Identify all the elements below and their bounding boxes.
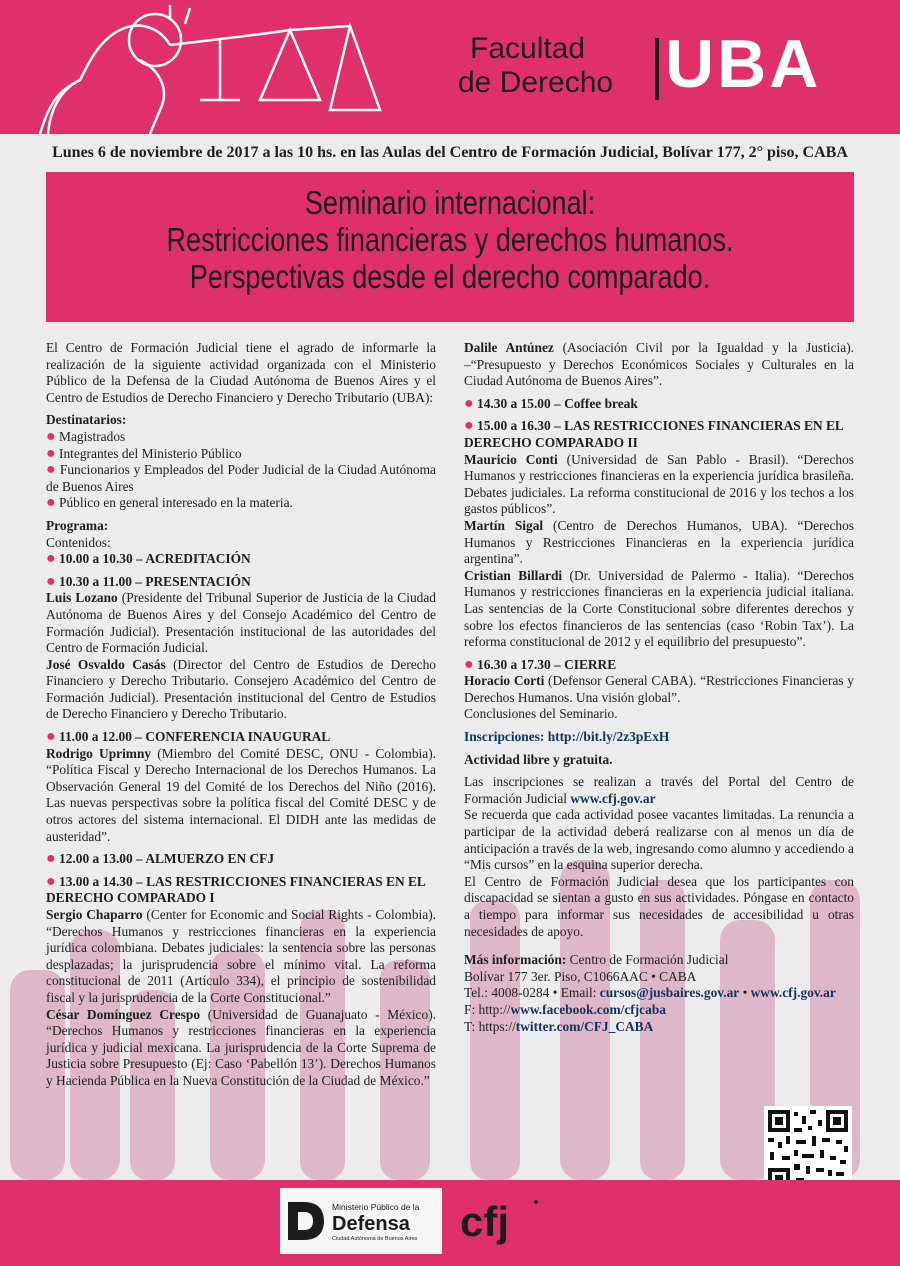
bullet-icon: ● xyxy=(46,461,57,479)
footer-band xyxy=(0,1180,900,1266)
justice-figure-illustration xyxy=(20,0,440,134)
speaker-entry: Dalile Antúnez (Asociación Civil por la Igualdad y la Justicia). –“Presupuesto y Derechos Económicos Sociales y Culturales en la Ciudad Autónoma de Buenos Aires”. xyxy=(464,340,854,389)
session-heading: ● 12.00 a 13.00 – ALMUERZO EN CFJ xyxy=(46,850,275,868)
conclusiones: Conclusiones del Seminario. xyxy=(464,706,618,722)
left-column xyxy=(46,340,436,1090)
uba-logo-text: UBA xyxy=(665,26,822,102)
session-heading: ● 11.00 a 12.00 – CONFERENCIA INAUGURAL xyxy=(46,728,331,746)
speaker-entry: César Domínguez Crespo (Universidad de Guanajuato - México). “Derechos Humanos y restricciones financieras en la experiencia jurídica y judicial mexicana. La jurisprudencia de la Corte Suprema de Justicia sobre Presupuesto (Ej: Caso ‘Pabellón 13’). Derechos Humanos y Hacienda Pública en la Nueva Constitución de la Ciudad de México.” xyxy=(46,1006,436,1088)
session-heading: ● 10.30 a 11.00 – PRESENTACIÓN xyxy=(46,572,251,590)
bullet-icon: ● xyxy=(46,444,56,462)
facebook-line: F: http://www.facebook.com/cfjcaba xyxy=(464,1001,666,1017)
twitter-line: T: https://twitter.com/CFJ_CABA xyxy=(464,1018,654,1034)
contact-info: Más información: Centro de Formación Judicial xyxy=(464,952,729,968)
bullet-icon: ● xyxy=(464,417,474,435)
cfj-website-link[interactable]: www.cfj.gov.ar xyxy=(570,790,656,806)
right-column xyxy=(464,340,854,1035)
bullet-icon: ● xyxy=(46,494,56,512)
speaker-entry: Martín Sigal (Centro de Derechos Humanos, UBA). “Derechos Humanos y Restricciones Financieras en la experiencia jurídica argentina”. xyxy=(464,517,854,567)
bullet-icon: ● xyxy=(46,550,56,568)
speaker-entry: José Osvaldo Casás (Director del Centro de Estudios de Derecho Financiero y Derecho Tributario. Consejero Académico del Centro de Formación Judicial). Presentación institucional del Centro de Estudios de Derecho Financiero y Derecho Tributario. xyxy=(46,656,436,722)
contenidos-label: Contenidos: xyxy=(46,534,111,550)
registration-link[interactable]: Inscripciones: http://bit.ly/2z3pExH xyxy=(464,729,670,745)
contact-address: Bolívar 177 3er. Piso, C1066AAC • CABA xyxy=(464,968,697,984)
session-heading: ● 13.00 a 14.30 – LAS RESTRICCIONES FINANCIERAS EN EL DERECHO COMPARADO I xyxy=(46,872,426,906)
audience-item: ● Público en general interesado en la materia. xyxy=(46,494,293,512)
bullet-icon: ● xyxy=(46,427,56,445)
mpd-line3: Ciudad Autónoma de Buenos Aires xyxy=(332,1236,418,1242)
ministerio-publico-defensa-logo xyxy=(280,1188,442,1254)
intro-paragraph: El Centro de Formación Judicial tiene el agrado de informarle la realización de la siguiente actividad organizada con el Ministerio Público de la Defensa de la Ciudad Autónoma de Buenos Aires y el Centro de Estudios de Derecho Financiero y Derecho Tributario (UBA): xyxy=(46,340,436,405)
title-line3: Perspectivas desde el derecho comparado. xyxy=(189,258,711,295)
defensa-logo-icon xyxy=(280,1188,442,1254)
bullet-icon: ● xyxy=(46,872,56,890)
event-dateline: Lunes 6 de noviembre de 2017 a las 10 hs. en las Aulas del Centro de Formación Judicial, Bolívar 177, 2° piso, CABA xyxy=(52,144,848,161)
faculty-line1: Facultad xyxy=(470,32,586,65)
cancellation-info: Se recuerda que cada actividad posee vacantes limitadas. La renuncia a participar de la actividad deberá realizarse con al menos un día de anticipación a través de la web, ingresando como alumno y accediendo a “Mis cursos” en la esquina superior derecha. xyxy=(464,807,854,873)
bullet-icon: ● xyxy=(46,572,56,590)
contact-phone-email: Tel.: 4008-0284 • Email: cursos@jusbaires.gov.ar • www.cfj.gov.ar xyxy=(464,985,836,1001)
email-link[interactable]: cursos@jusbaires.gov.ar xyxy=(599,985,740,1001)
bullet-icon: ● xyxy=(46,850,56,868)
audience-item: ● Magistrados xyxy=(46,427,126,445)
session-heading: ● 15.00 a 16.30 – LAS RESTRICCIONES FINANCIERAS EN EL DERECHO COMPARADO II xyxy=(464,417,844,450)
speaker-entry: Cristian Billardi (Dr. Universidad de Palermo - Italia). “Derechos Humanos y restricciones financieras en la experiencia judicial italiana. Las sentencias de la Corte Constitucional sobre diferentes derechos y sobre los efectos financieros de las sentencias (caso ‘Robin Tax’). La reforma constitucional de 2012 y el equilibrio del presupuesto”. xyxy=(464,567,854,650)
session-heading: ● 16.30 a 17.30 – CIERRE xyxy=(464,655,617,673)
programa-heading: Programa: xyxy=(46,517,109,533)
bullet-icon: ● xyxy=(464,655,474,673)
title-line1: Seminario internacional: xyxy=(304,184,596,221)
registration-info: Las inscripciones se realizan a través del Portal del Centro de Formación Judicial www.cfj.gov.ar xyxy=(464,774,854,806)
free-activity-note: Actividad libre y gratuita. xyxy=(464,751,613,767)
accessibility-info: El Centro de Formación Judicial desea que los participantes con discapacidad se sientan a gusto en sus actividades. Póngase en contacto a tiempo para informar sus necesidades de accesibilidad u otras necesidades de apoyo. xyxy=(464,873,854,939)
header-banner xyxy=(0,0,900,134)
speaker-entry: Mauricio Conti (Universidad de San Pablo - Brasil). “Derechos Humanos y restricciones financieras en la experiencia jurídica brasileña. Debates judiciales. La reforma constitucional de 2016 y los techos a los gastos públicos”. xyxy=(464,451,854,517)
mpd-line1: Ministerio Público de la xyxy=(332,1202,420,1212)
cfj-logo xyxy=(458,1188,546,1254)
faculty-name xyxy=(458,32,614,100)
facebook-link[interactable]: www.facebook.com/cfjcaba xyxy=(510,1001,666,1017)
session-heading: ● 10.00 a 10.30 – ACREDITACIÓN xyxy=(46,550,251,568)
website-link[interactable]: www.cfj.gov.ar xyxy=(750,985,836,1001)
bullet-icon: ● xyxy=(464,394,474,412)
speaker-entry: Rodrigo Uprimny (Miembro del Comité DESC, ONU - Colombia). “Política Fiscal y Derecho Internacional de los Derechos Humanos. La Observación General 19 del Comité de los Derechos del Niño (2016). Las nuevas perspectivas sobre la política fiscal del Comité DESC y de otros actores del sistema internacional. El DIDH ante las medidas de austeridad”. xyxy=(46,745,436,844)
audience-item: ● Integrantes del Ministerio Público xyxy=(46,444,242,462)
faculty-line2: de Derecho xyxy=(458,66,614,99)
mpd-line2: Defensa xyxy=(332,1213,410,1235)
speaker-entry: Horacio Corti (Defensor General CABA). “Restricciones Financieras y Derechos Humanos. Una visión global”. xyxy=(464,673,854,705)
speaker-entry: Luis Lozano (Presidente del Tribunal Superior de Justicia de la Ciudad Autónoma de Buenos Aires y del Consejo Académico del Centro de Formación Judicial). Presentación institucional de las autoridades del Centro de Formación Judicial. xyxy=(46,590,436,656)
bullet-icon: ● xyxy=(46,728,56,746)
title-line2: Restricciones financieras y derechos humanos. xyxy=(166,221,734,258)
destinatarios-heading: Destinatarios: xyxy=(46,412,127,428)
session-heading: ● 14.30 a 15.00 – Coffee break xyxy=(464,394,638,412)
twitter-link[interactable]: twitter.com/CFJ_CABA xyxy=(515,1018,654,1034)
audience-item: ● Funcionarios y Empleados del Poder Judicial de la Ciudad Autónoma de Buenos Aires xyxy=(46,461,436,494)
seminar-title-box xyxy=(46,172,854,322)
cfj-logo-text: cfj xyxy=(460,1198,510,1245)
header-divider xyxy=(655,38,659,100)
speaker-entry: Sergio Chaparro (Center for Economic and Social Rights - Colombia). “Derechos Humanos y restricciones financieras en la experiencia jurídica colombiana. Debates judiciales: la sentencia sobre las personas desplazadas; la jurisprudencia sobre el mínimo vital. La reforma constitucional de 2011 (Artículo 334), el principio de sostenibilidad fiscal y la jurisprudencia de la Corte Constitucional.” xyxy=(46,907,436,1005)
